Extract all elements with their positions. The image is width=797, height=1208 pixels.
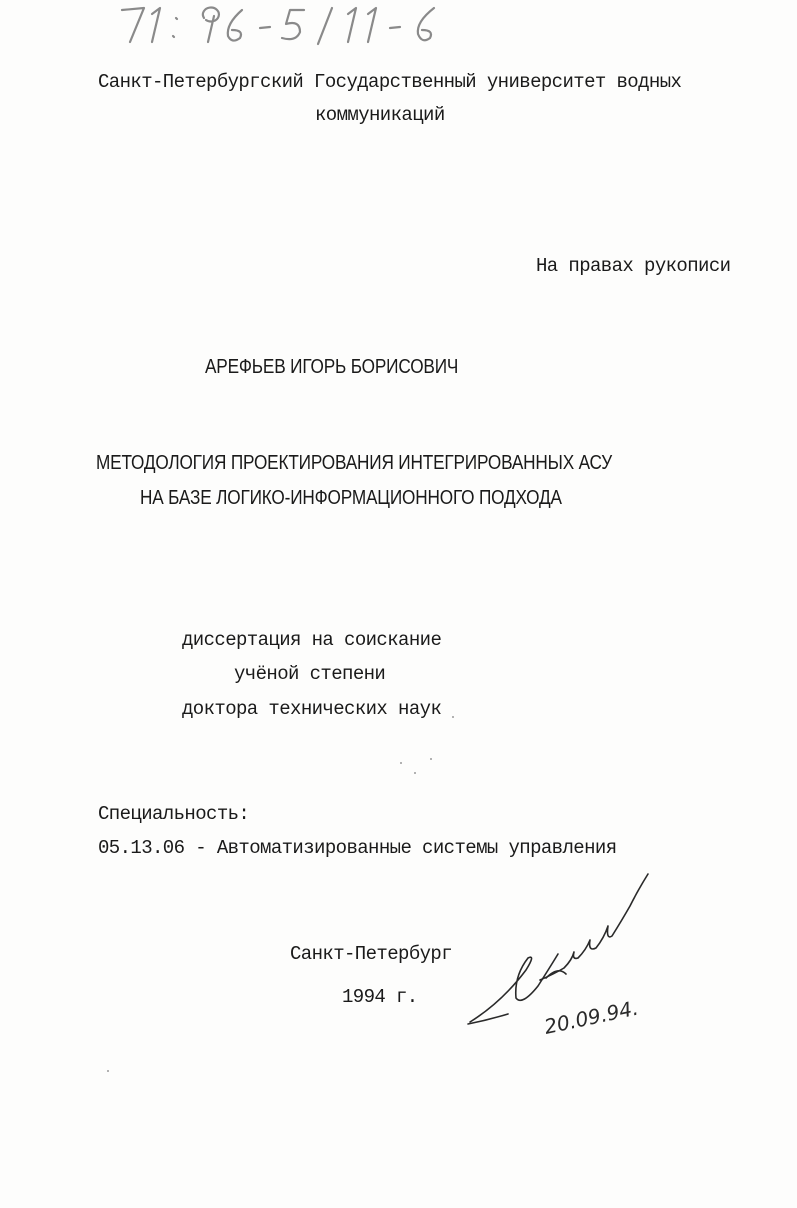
degree-line3: доктора технических наук <box>182 698 442 720</box>
university-name-line1: Санкт-Петербургский Государственный университет водных <box>98 71 682 93</box>
specialty-label: Специальность: <box>98 803 250 825</box>
specialty-value: 05.13.06 - Автоматизированные системы управления <box>98 837 617 859</box>
university-name-line2: коммуникаций <box>315 104 445 126</box>
handwritten-archive-code <box>118 2 448 48</box>
author-name: АРЕФЬЕВ ИГОРЬ БОРИСОВИЧ <box>205 356 459 378</box>
degree-line2: учёной степени <box>234 663 386 685</box>
rights-notice: На правах рукописи <box>536 255 731 277</box>
degree-line1: диссертация на соискание <box>182 629 442 651</box>
dissertation-title-line1: МЕТОДОЛОГИЯ ПРОЕКТИРОВАНИЯ ИНТЕГРИРОВАННЫХ АСУ <box>96 452 612 474</box>
signature-date: 20.09.94. <box>542 995 641 1039</box>
scan-speck <box>430 758 432 760</box>
year: 1994 г. <box>342 986 418 1008</box>
scan-speck <box>400 762 402 764</box>
handwritten-signature <box>462 866 682 1046</box>
scan-speck <box>107 1070 109 1072</box>
scan-speck <box>452 716 454 718</box>
dissertation-title-line2: НА БАЗЕ ЛОГИКО-ИНФОРМАЦИОННОГО ПОДХОДА <box>140 487 562 509</box>
scan-speck <box>414 772 416 774</box>
city: Санкт-Петербург <box>290 943 453 965</box>
